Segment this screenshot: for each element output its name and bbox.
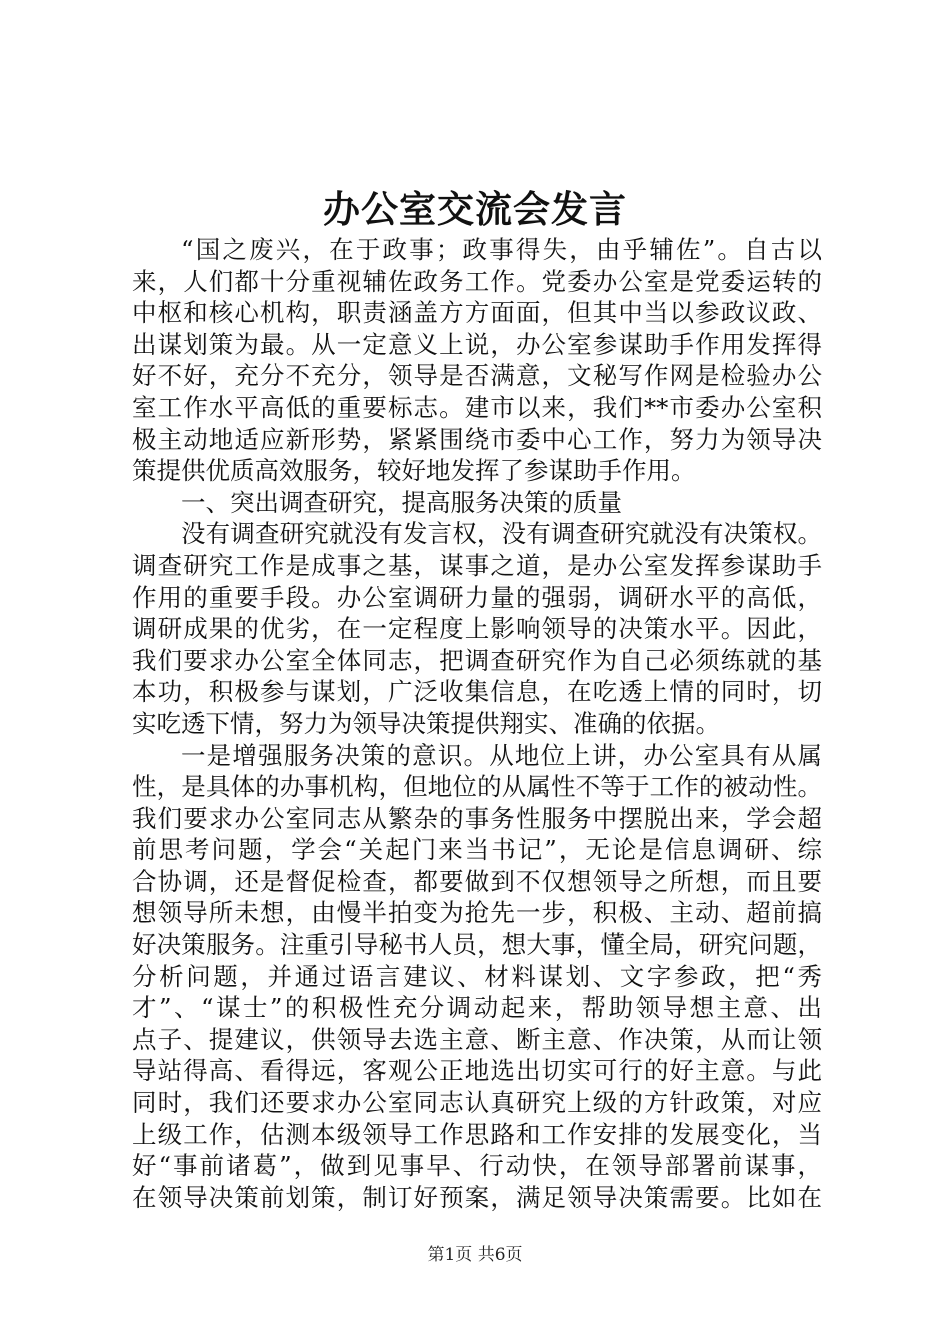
body-line: 前思考问题，学会“关起门来当书记”，无论是信息调研、综 xyxy=(132,835,822,865)
body-line: 出谋划策为最。从一定意义上说，办公室参谋助手作用发挥得 xyxy=(132,329,822,359)
body-line: 想领导所未想，由慢半拍变为抢先一步，积极、主动、超前搞 xyxy=(132,898,822,928)
body-line: 策提供优质高效服务，较好地发挥了参谋助手作用。 xyxy=(132,456,696,486)
body-line: 作用的重要手段。办公室调研力量的强弱，调研水平的高低， xyxy=(132,582,822,612)
body-line: 来，人们都十分重视辅佐政务工作。党委办公室是党委运转的 xyxy=(132,266,822,296)
body-line: 好决策服务。注重引导秘书人员，想大事，懂全局，研究问题， xyxy=(132,930,822,960)
body-line: 室工作水平高低的重要标志。建市以来，我们**市委办公室积 xyxy=(132,392,822,422)
body-line: 点子、提建议，供领导去选主意、断主意、作决策，从而让领 xyxy=(132,1024,822,1054)
body-line: 才”、“谋士”的积极性充分调动起来，帮助领导想主意、出 xyxy=(132,993,822,1023)
body-line: 好“事前诸葛”，做到见事早、行动快，在领导部署前谋事， xyxy=(132,1151,822,1181)
document-body xyxy=(132,234,822,1213)
body-line: 没有调查研究就没有发言权，没有调查研究就没有决策权。 xyxy=(181,519,822,549)
body-line: 性，是具体的办事机构，但地位的从属性不等于工作的被动性。 xyxy=(132,772,822,802)
section-heading: 一、突出调查研究，提高服务决策的质量 xyxy=(181,487,622,517)
body-line: 中枢和核心机构，职责涵盖方方面面，但其中当以参政议政、 xyxy=(132,298,822,328)
body-line: 我们要求办公室同志从繁杂的事务性服务中摆脱出来，学会超 xyxy=(132,803,822,833)
page-number-footer: 第1页 共6页 xyxy=(427,1245,523,1265)
body-line: 好不好，充分不充分，领导是否满意，文秘写作网是检验办公 xyxy=(132,361,822,391)
body-line: 合协调，还是督促检查，都要做到不仅想领导之所想，而且要 xyxy=(132,866,822,896)
body-line: 同时，我们还要求办公室同志认真研究上级的方针政策，对应 xyxy=(132,1088,822,1118)
body-line: 调查研究工作是成事之基，谋事之道，是办公室发挥参谋助手 xyxy=(132,550,822,580)
body-line: 实吃透下情，努力为领导决策提供翔实、准确的依据。 xyxy=(132,708,720,738)
body-line: 在领导决策前划策，制订好预案，满足领导决策需要。比如在 xyxy=(132,1182,822,1212)
body-line: 上级工作，估测本级领导工作思路和工作安排的发展变化，当 xyxy=(132,1119,822,1149)
body-line: 一是增强服务决策的意识。从地位上讲，办公室具有从属 xyxy=(181,740,822,770)
body-line: 分析问题，并通过语言建议、材料谋划、文字参政，把“秀 xyxy=(132,961,822,991)
body-line: 本功，积极参与谋划，广泛收集信息，在吃透上情的同时，切 xyxy=(132,677,822,707)
body-line: “国之废兴，在于政事；政事得失，由乎辅佐”。自古以 xyxy=(181,235,822,264)
body-line: 导站得高、看得远，客观公正地选出切实可行的好主意。与此 xyxy=(132,1056,822,1086)
document-title: 办公室交流会发言 xyxy=(323,187,627,231)
body-line: 极主动地适应新形势，紧紧围绕市委中心工作，努力为领导决 xyxy=(132,424,822,454)
body-line: 我们要求办公室全体同志，把调查研究作为自己必须练就的基 xyxy=(132,645,822,675)
body-line: 调研成果的优劣，在一定程度上影响领导的决策水平。因此， xyxy=(132,614,822,644)
